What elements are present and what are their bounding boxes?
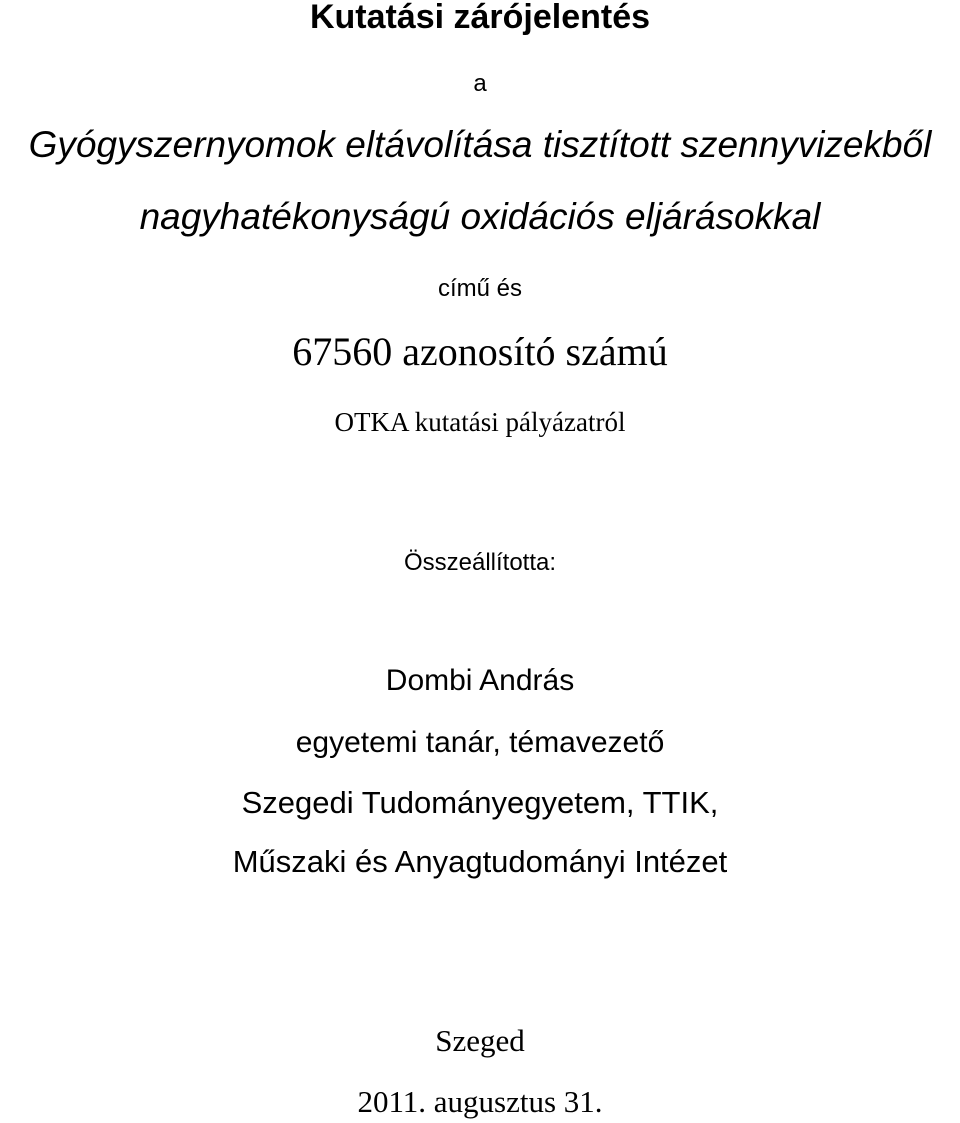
connector-word: a bbox=[473, 70, 487, 97]
report-title: Kutatási zárójelentés bbox=[309, 0, 651, 36]
institution-line-1: Szegedi Tudományegyetem, TTIK, bbox=[241, 785, 719, 820]
compiled-by-label: Összeállította: bbox=[403, 549, 557, 576]
author-position: egyetemi tanár, témavezető bbox=[295, 726, 665, 759]
project-title-line-2: nagyhatékonyságú oxidációs eljárásokkal bbox=[139, 196, 821, 237]
place: Szeged bbox=[435, 1023, 525, 1058]
titled-and-text: című és bbox=[437, 275, 523, 302]
project-title-line-1: Gyógyszernyomok eltávolítása tisztított szennyvizekből bbox=[28, 124, 932, 165]
institution-line-2: Műszaki és Anyagtudományi Intézet bbox=[232, 844, 728, 879]
author-name: Dombi András bbox=[385, 664, 575, 697]
project-id-line: 67560 azonosító számú bbox=[292, 329, 668, 374]
date: 2011. augusztus 31. bbox=[357, 1084, 603, 1119]
grant-line: OTKA kutatási pályázatról bbox=[334, 407, 626, 437]
